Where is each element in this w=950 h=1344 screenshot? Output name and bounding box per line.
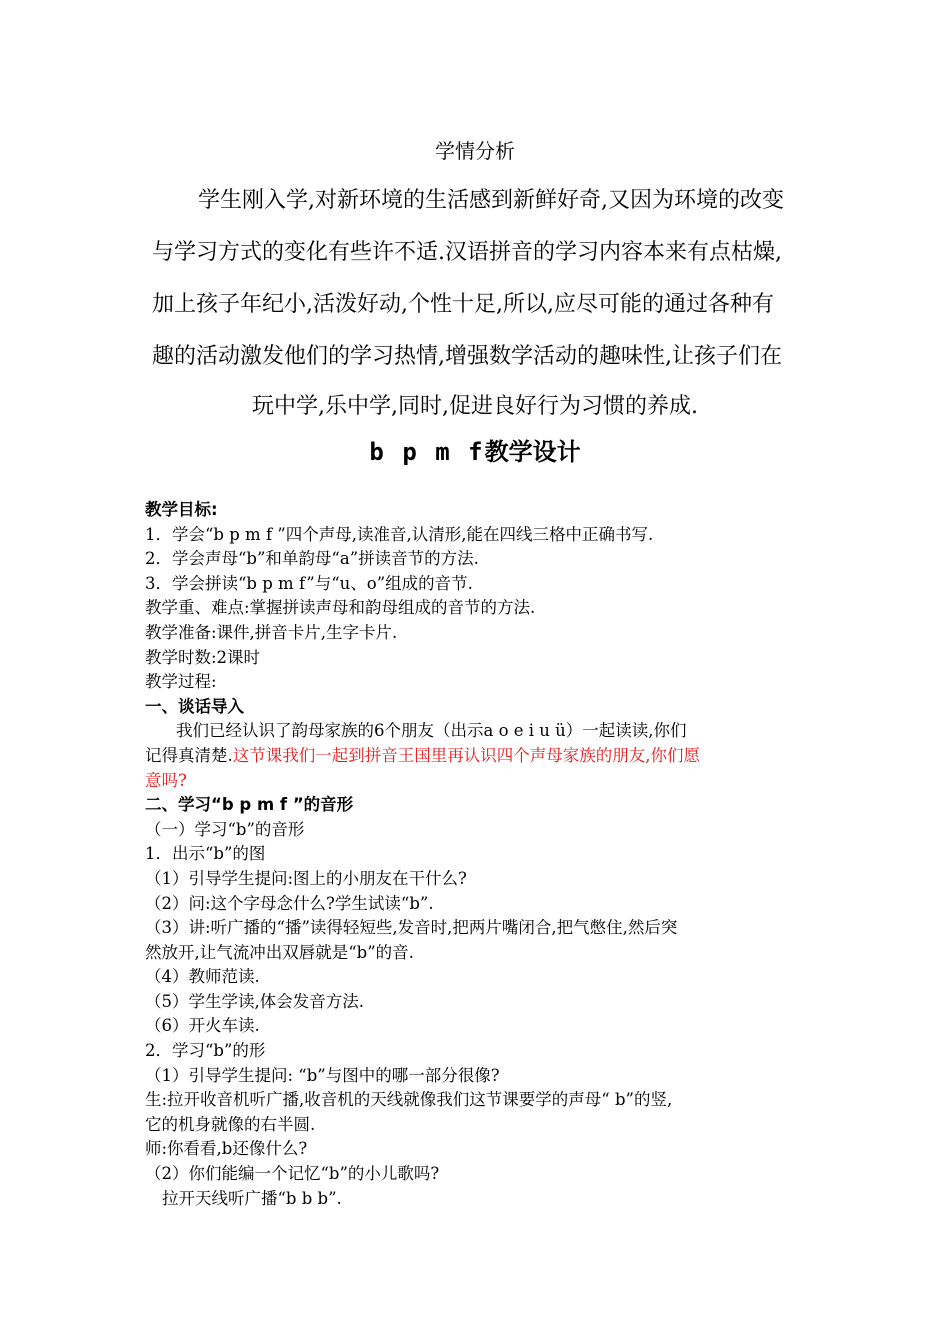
step-heading: 1．出示“b”的图 <box>145 844 266 864</box>
rhyme-line: 拉开天线听广播“b b b”. <box>162 1188 342 1208</box>
step-item: （5）学生学读,体会发音方法. <box>145 991 364 1011</box>
lesson-body <box>145 498 815 1211</box>
step-item: （3）讲:听广播的“播”读得轻短些,发音时,把两片嘴闭合,把气憋住,然后突 <box>145 918 678 938</box>
step-item: （1）引导学生提问:图上的小朋友在干什么? <box>145 868 467 888</box>
objective-item: 2．学会声母“b”和单韵母“a”拼读音节的方法. <box>145 549 479 569</box>
subsection-heading: （一）学习“b”的音形 <box>145 819 305 839</box>
teacher-question: 师:你看看,b还像什么? <box>145 1139 308 1159</box>
analysis-title: 学情分析 <box>435 139 515 163</box>
teaching-hours: 教学时数:2课时 <box>145 647 261 667</box>
step-item: （4）教师范读. <box>145 967 260 987</box>
preparation: 教学准备:课件,拼音卡片,生字卡片. <box>145 622 398 642</box>
analysis-line: 加上孩子年纪小,活泼好动,个性十足,所以,应尽可能的通过各种有 <box>152 292 774 317</box>
section1-heading: 一、谈话导入 <box>145 696 244 716</box>
section1-para-highlight: 意吗? <box>145 770 187 790</box>
step-item-continued: 然放开,让气流冲出双唇就是“b”的音. <box>145 942 414 962</box>
step-item: （2）你们能编一个记忆“b”的小儿歌吗? <box>145 1164 440 1184</box>
analysis-line: 学生刚入学,对新环境的生活感到新鲜好奇,又因为环境的改变 <box>198 188 784 213</box>
section1-para-line: 我们已经认识了韵母家族的6个朋友（出示a o e i u ü）一起读读,你们 <box>176 721 687 741</box>
step-item: （1）引导学生提问: “b”与图中的哪一部分很像? <box>145 1065 500 1085</box>
step-heading: 2．学习“b”的形 <box>145 1041 266 1061</box>
section1-para-highlight: 这节课我们一起到拼音王国里再认识四个声母家族的朋友,你们愿 <box>232 745 700 765</box>
step-item: （6）开火车读. <box>145 1016 260 1036</box>
analysis-line: 趣的活动激发他们的学习热情,增强数学活动的趣味性,让孩子们在 <box>152 344 782 369</box>
design-title <box>0 436 950 468</box>
step-item: （2）问:这个字母念什么?学生试读“b”. <box>145 893 434 913</box>
design-title-text: 教学设计 <box>484 438 581 466</box>
analysis-line: 与学习方式的变化有些许不适.汉语拼音的学习内容本来有点枯燥, <box>152 240 782 265</box>
section1-para-line <box>145 744 815 769</box>
analysis-line: 玩中学,乐中学,同时,促进良好行为习惯的养成. <box>252 394 698 419</box>
section2-heading: 二、学习“b p m f ”的音形 <box>145 795 354 815</box>
student-answer: 生:拉开收音机听广播,收音机的天线就像我们这节课要学的声母“ b”的竖, <box>145 1090 673 1110</box>
section1-para-text: 记得真清楚. <box>145 745 233 765</box>
objective-item: 3．学会拼读“b p m f”与“u、o”组成的音节. <box>145 573 473 593</box>
design-title-letters: b p m f <box>369 438 485 466</box>
key-points: 教学重、难点:掌握拼读声母和韵母组成的音节的方法. <box>145 598 536 618</box>
process-label: 教学过程: <box>145 672 217 692</box>
objectives-heading: 教学目标: <box>145 500 218 519</box>
objective-item: 1．学会“b p m f ”四个声母,读准音,认清形,能在四线三格中正确书写. <box>145 524 654 544</box>
student-answer-continued: 它的机身就像的右半圆. <box>145 1114 316 1134</box>
